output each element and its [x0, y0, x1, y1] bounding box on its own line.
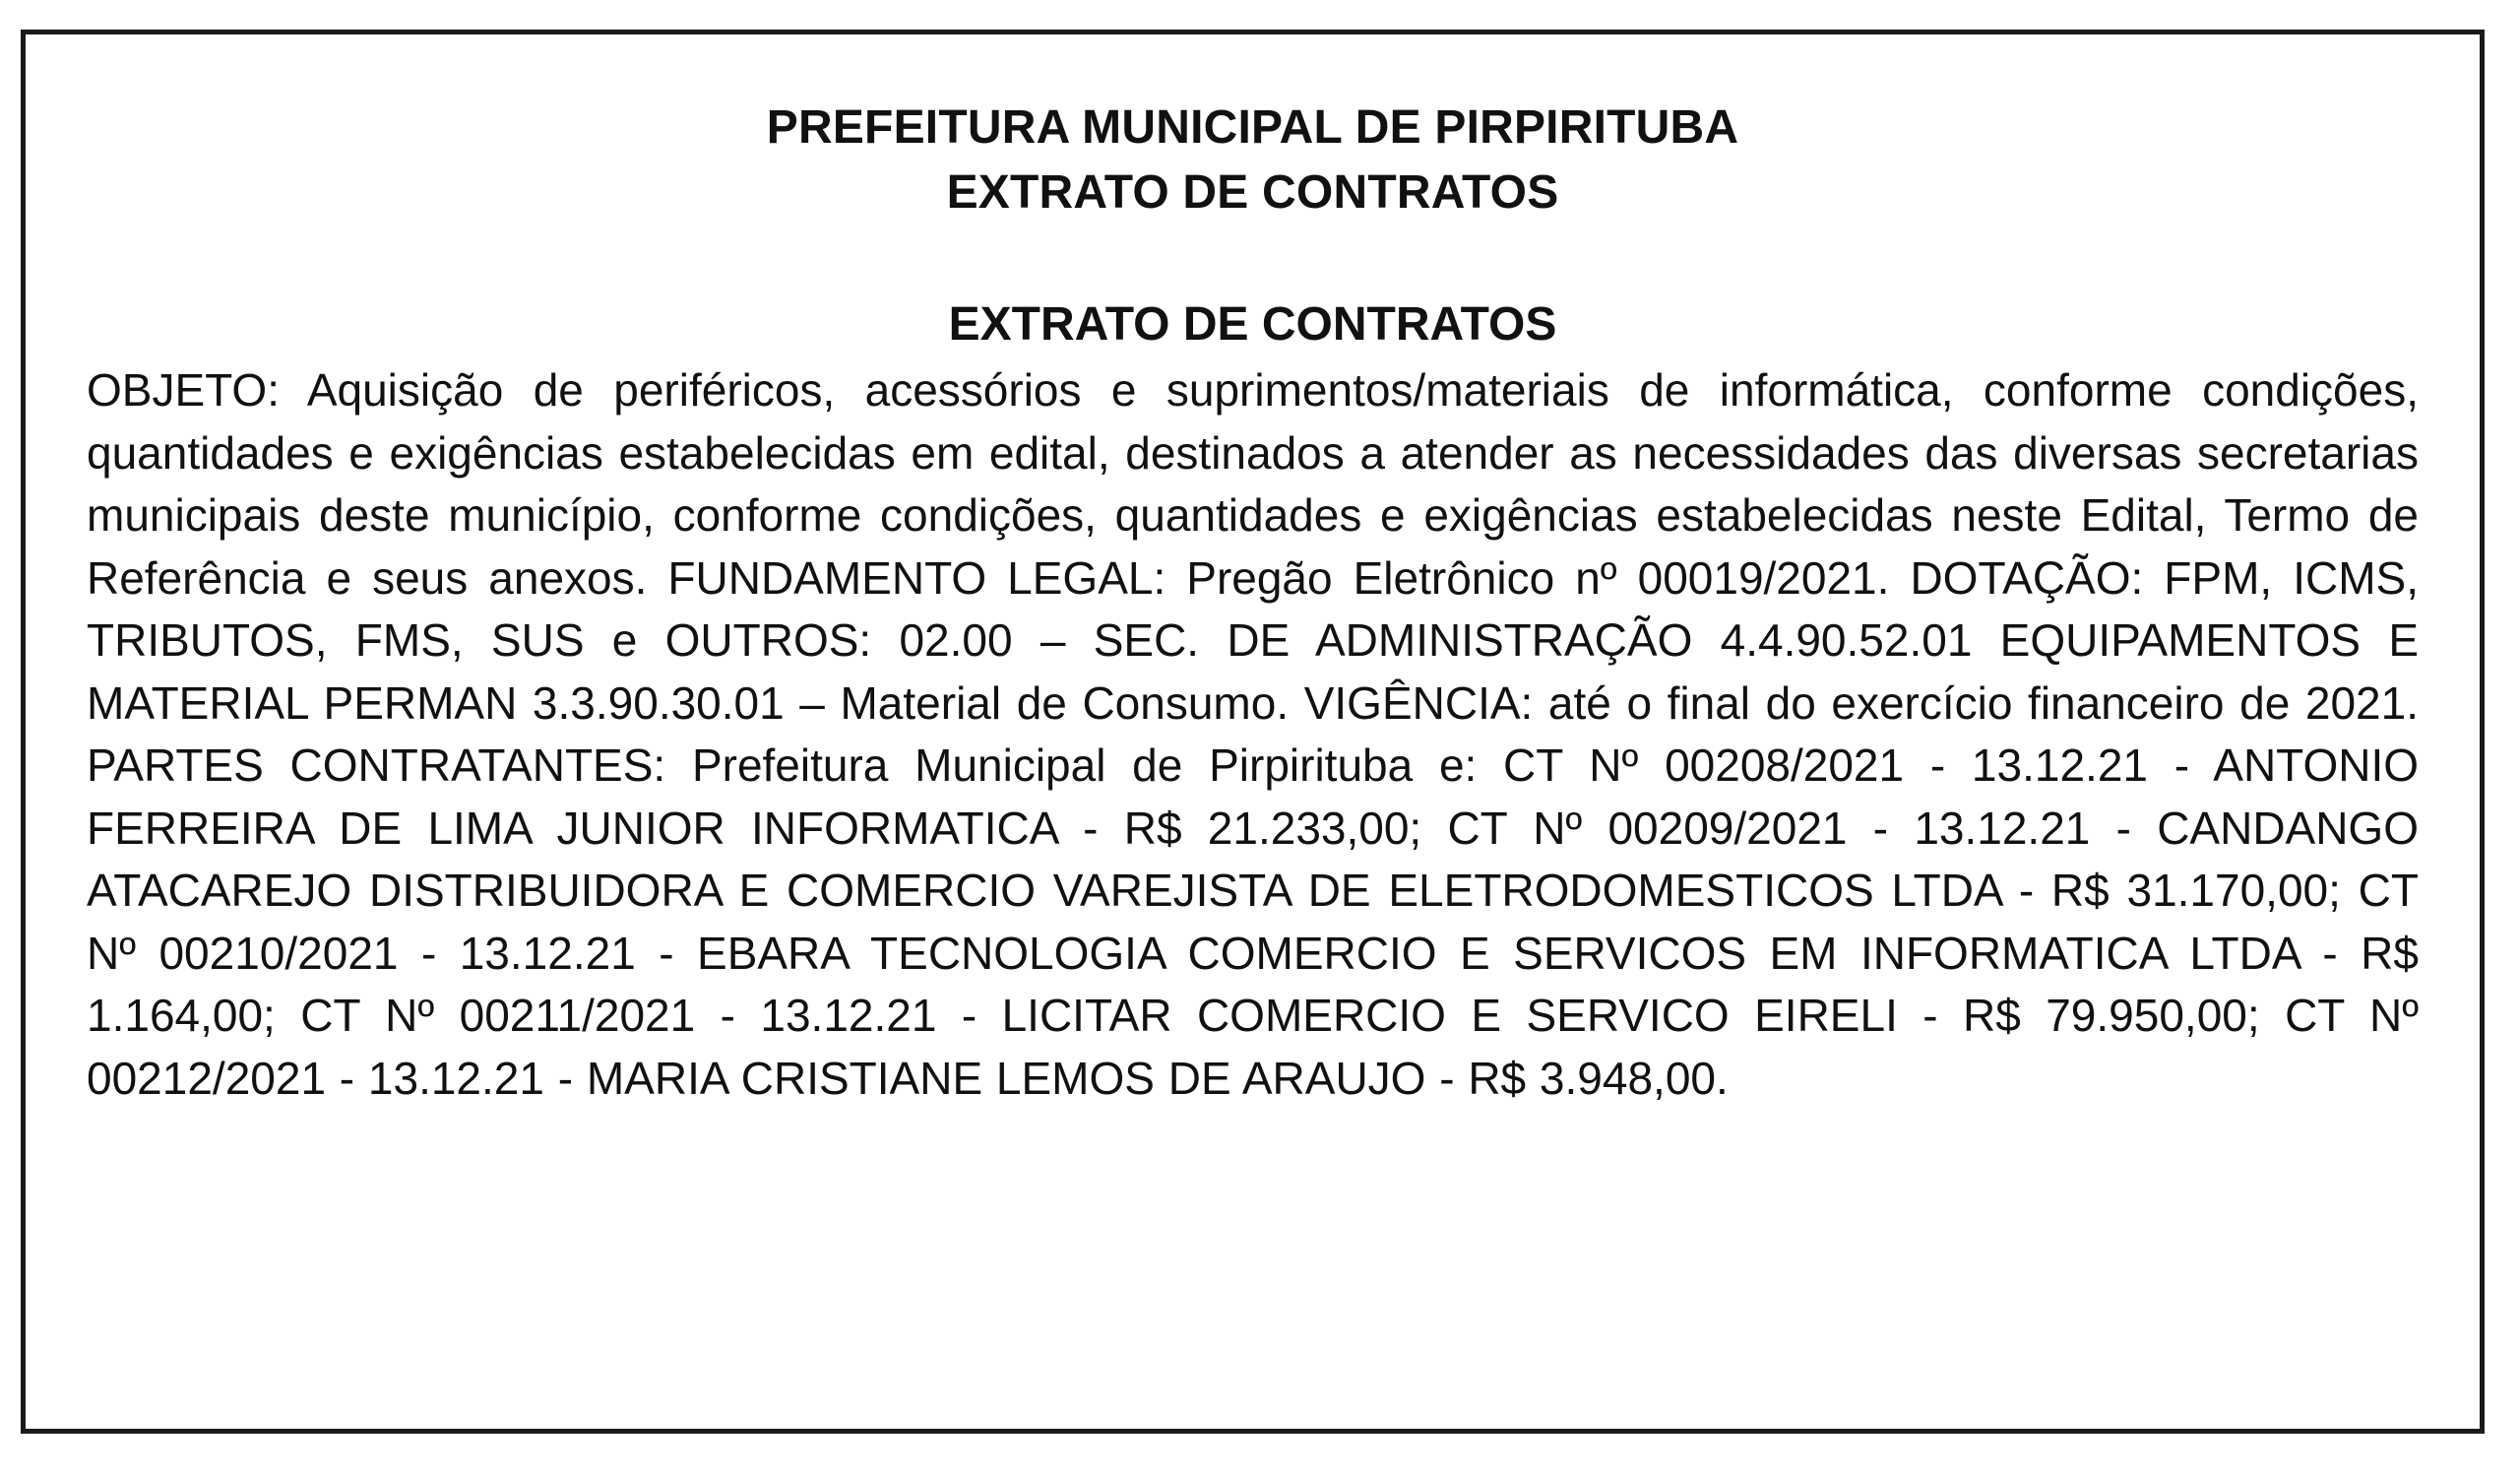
document-title: EXTRATO DE CONTRATOS [946, 166, 1559, 219]
notice-header [26, 96, 2480, 225]
contract-extract-body: OBJETO: Aquisição de periféricos, acessórios e suprimentos/materiais de informática, conforme condições, quantidades e exigências estabelecidas em edital, destinados a atender as necessidades das diversas secretarias municipais deste município, conforme condições, quantidades e exigências estabelecidas neste Edital, Termo de Referência e seus anexos. FUNDAMENTO LEGAL: Pregão Eletrônico nº 00019/2021. DOTAÇÃO: FPM, ICMS, TRIBUTOS, FMS, SUS e OUTROS: 02.00 – SEC. DE ADMINISTRAÇÃO 4.4.90.52.01 EQUIPAMENTOS E MATERIAL PERMAN 3.3.90.30.01 – Material de Consumo. VIGÊNCIA: até o final do exercício financeiro de 2021. PARTES CONTRATANTES: Prefeitura Municipal de Pirpirituba e: CT Nº 00208/2021 - 13.12.21 - ANTONIO FERREIRA DE LIMA JUNIOR INFORMATICA - R$ 21.233,00; CT Nº 00209/2021 - 13.12.21 - CANDANGO ATACAREJO DISTRIBUIDORA E COMERCIO VAREJISTA DE ELETRODOMESTICOS LTDA - R$ 31.170,00; CT Nº 00210/2021 - 13.12.21 - EBARA TECNOLOGIA COMERCIO E SERVICOS EM INFORMATICA LTDA - R$ 1.164,00; CT Nº 00211/2021 - 13.12.21 - LICITAR COMERCIO E SERVICO EIRELI - R$ 79.950,00; CT Nº 00212/2021 - 13.12.21 - MARIA CRISTIANE LEMOS DE ARAUJO - R$ 3.948,00. [87, 364, 2419, 1104]
issuer-title: PREFEITURA MUNICIPAL DE PIRPIRITUBA [766, 101, 1739, 154]
notice-frame [21, 30, 2485, 1434]
section-title: EXTRATO DE CONTRATOS [948, 298, 1557, 351]
